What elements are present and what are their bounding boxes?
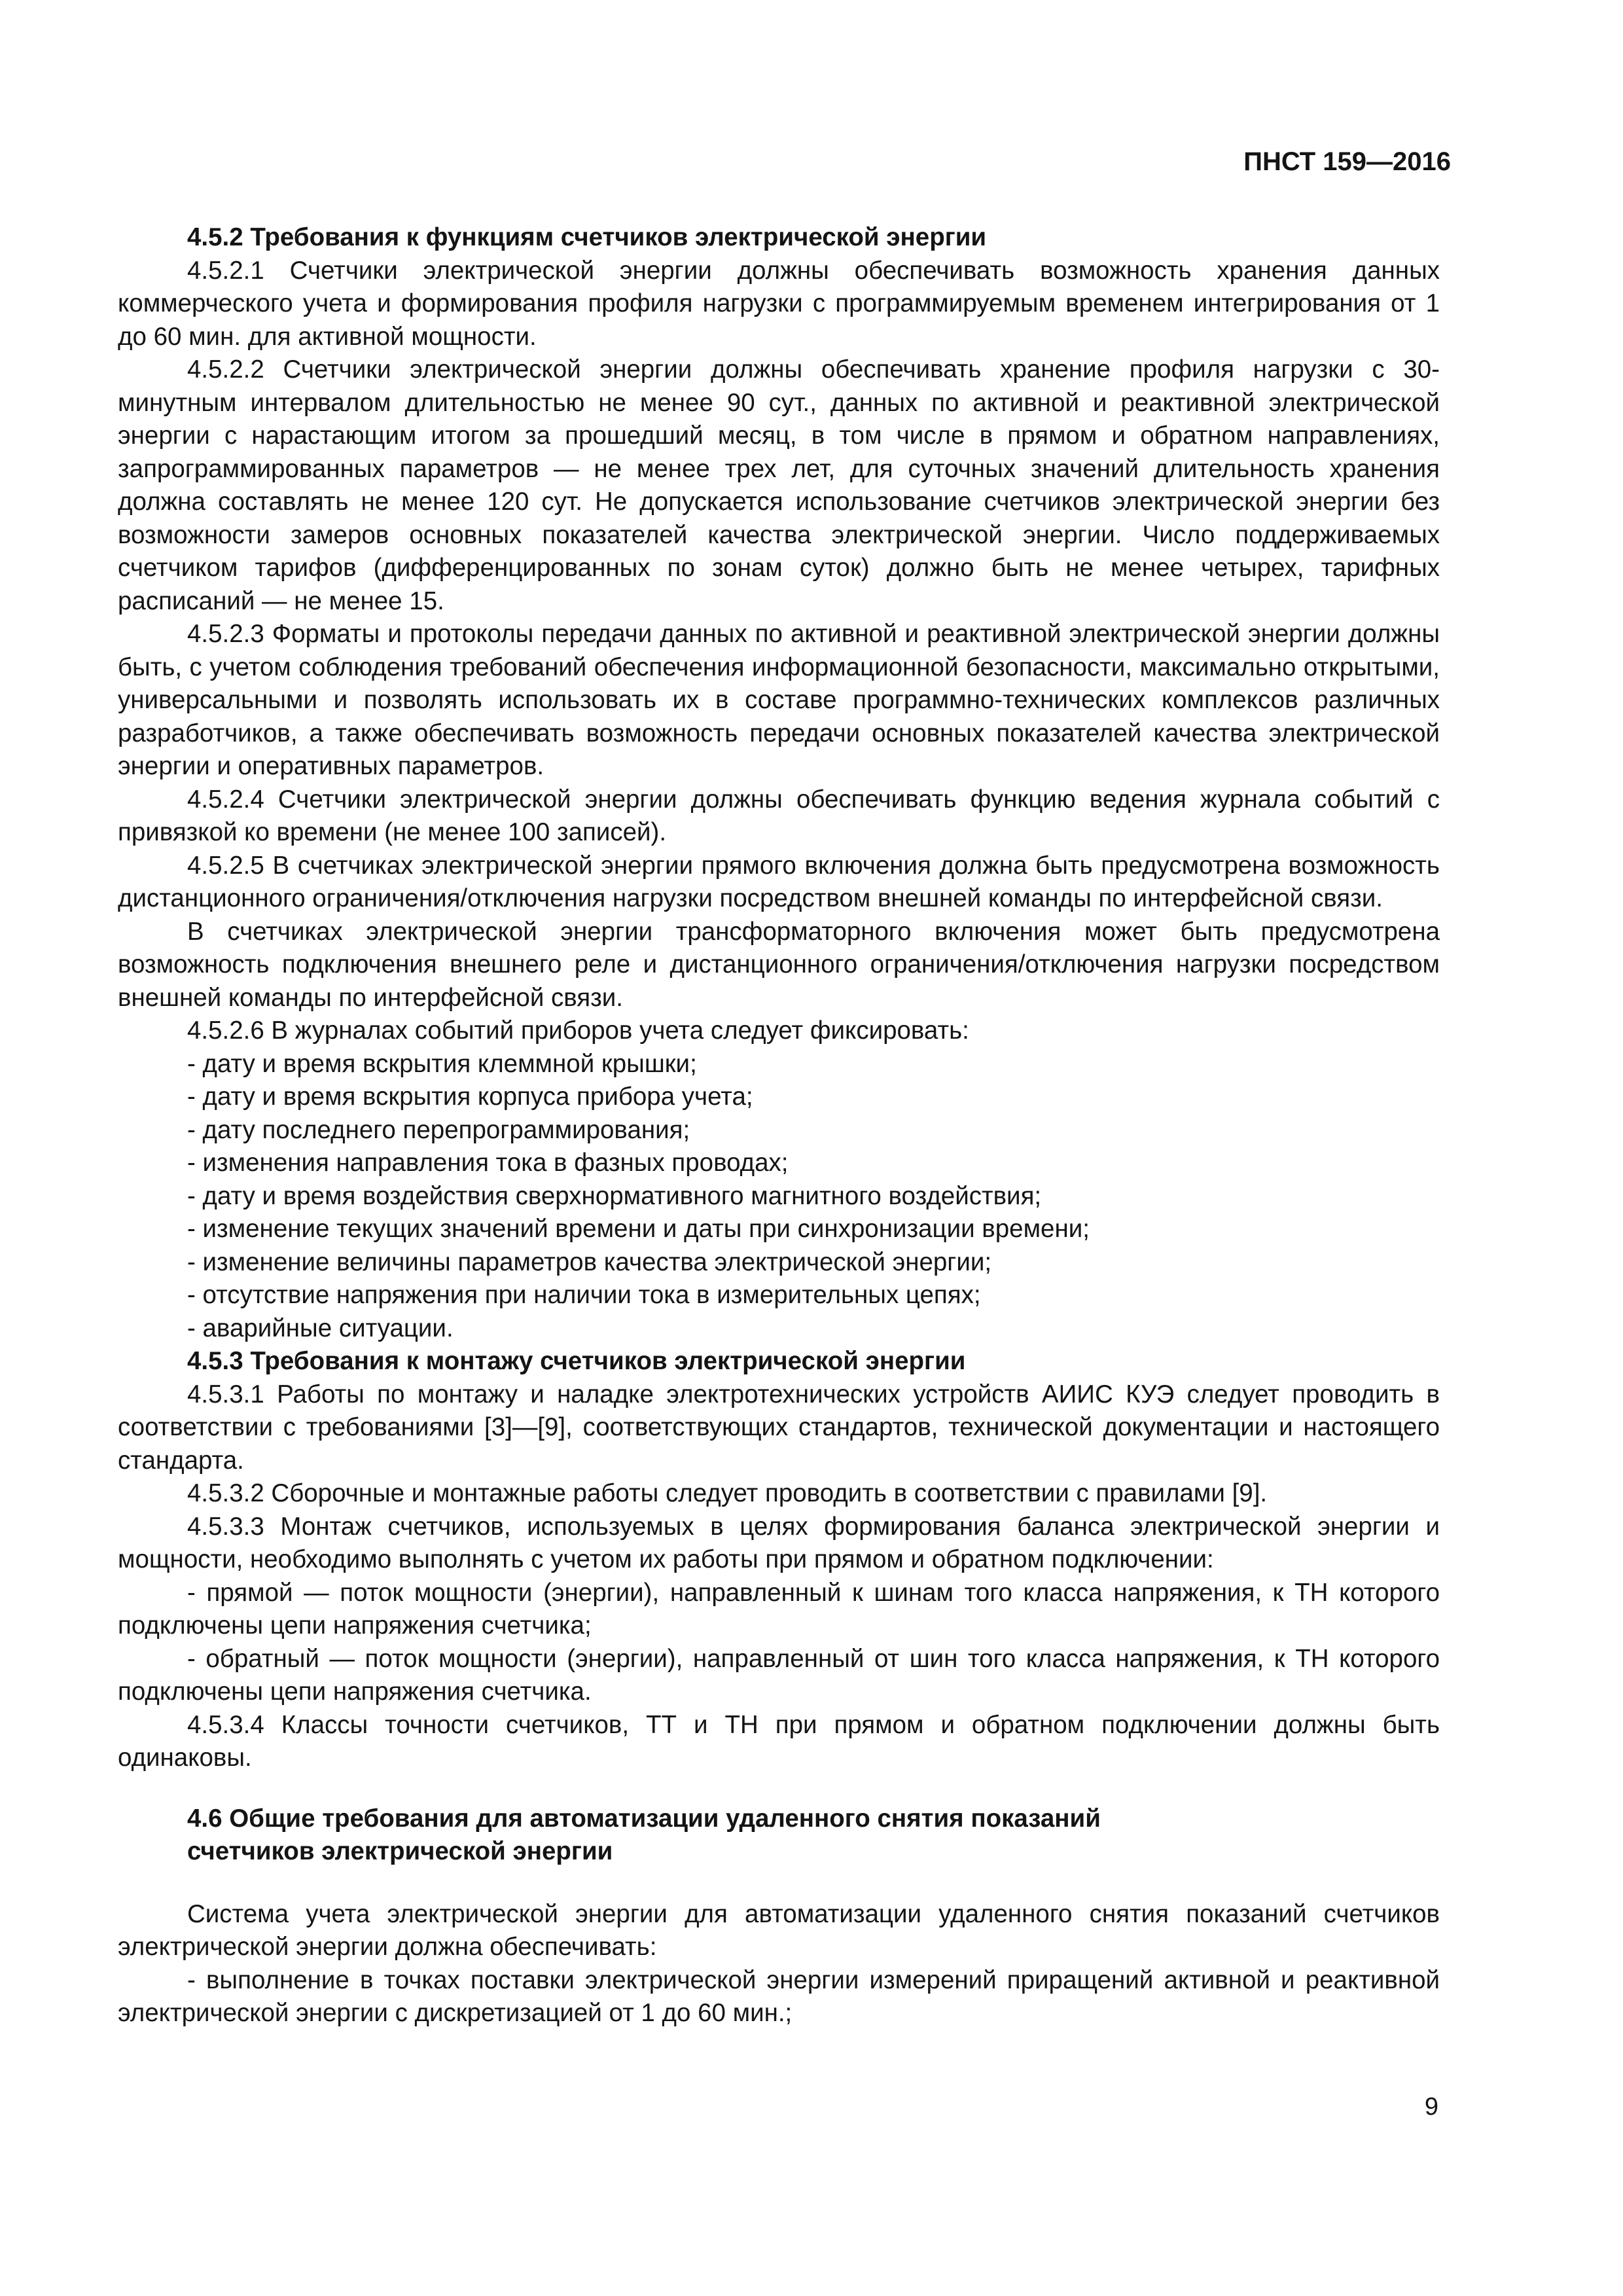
paragraph-4-5-2-6: 4.5.2.6 В журналах событий приборов учета следует фиксировать: [187, 1016, 969, 1045]
paragraph-4-5-3-2: 4.5.3.2 Сборочные и монтажные работы следует проводить в соответствии с правилами [9]. [187, 1479, 1268, 1507]
paragraph-4-5-2-2: 4.5.2.2 Счетчики электрической энергии должны обеспечивать хранение профиля нагрузки с 30-минутным интервалом длительностью не менее 90 сут., данных по активной и реактивной электрической энергии с нарастающим итогом за прошедший месяц, в том числе в прямом и обратном направлениях, запрограммированных параметров — не менее трех лет, для суточных значений длительность хранения должна составлять не менее 120 сут. Не допускается использование счетчиков электрической энергии без возможности замеров основных показателей качества электрической энергии. Число поддерживаемых счетчиком тарифов (дифференцированных по зонам суток) должно быть не менее четырех, тарифных расписаний — не менее 15. [118, 355, 1440, 615]
page-number: 9 [1424, 2093, 1438, 2121]
list-item: - аварийные ситуации. [187, 1314, 454, 1342]
paragraph-4-5-3-4: 4.5.3.4 Классы точности счетчиков, ТТ и ТН при прямом и обратном подключении должны быть одинаковы. [118, 1710, 1440, 1772]
list-item: - дату и время воздействия сверхнормативного магнитного воздействия; [187, 1181, 1042, 1210]
paragraph-4-5-2-4: 4.5.2.4 Счетчики электрической энергии должны обеспечивать функцию ведения журнала событий с привязкой ко времени (не менее 100 записей). [118, 785, 1440, 846]
heading-4-5-3: 4.5.3 Требования к монтажу счетчиков электрической энергии [187, 1347, 966, 1375]
list-item: - прямой — поток мощности (энергии), направленный к шинам того класса напряжения, к ТН которого подключены цепи напряжения счетчика; [118, 1578, 1440, 1640]
paragraph-4-5-2-1: 4.5.2.1 Счетчики электрической энергии должны обеспечивать возможность хранения данных коммерческого учета и формирования профиля нагрузки с программируемым временем интегрирования от 1 до 60 мин. для активной мощности. [118, 256, 1440, 351]
heading-4-6-line-2: счетчиков электрической энергии [187, 1837, 613, 1865]
list-item: - изменения направления тока в фазных проводах; [187, 1149, 789, 1177]
heading-4-5-2: 4.5.2 Требования к функциям счетчиков электрической энергии [187, 223, 987, 251]
list-item: - дату последнего перепрограммирования; [187, 1115, 690, 1144]
list-item: - отсутствие напряжения при наличии тока в измерительных цепях; [187, 1281, 981, 1309]
paragraph-4-5-2-5-cont: В счетчиках электрической энергии трансформаторного включения может быть предусмотрена возможность подключения внешнего реле и дистанционного ограничения/отключения нагрузки посредством внешней команды по интерфейсной связи. [118, 917, 1440, 1012]
paragraph-4-5-2-5: 4.5.2.5 В счетчиках электрической энергии прямого включения должна быть предусмотрена возможность дистанционного ограничения/отключения нагрузки посредством внешней команды по интерфейсной связи. [118, 851, 1440, 912]
heading-4-6-line-1: 4.6 Общие требования для автоматизации удаленного снятия показаний [187, 1804, 1101, 1833]
document-body [118, 221, 1440, 2030]
list-item: - изменение величины параметров качества электрической энергии; [187, 1247, 992, 1276]
heading-4-6 [118, 1803, 1440, 1869]
paragraph-4-5-2-3: 4.5.2.3 Форматы и протоколы передачи данных по активной и реактивной электрической энергии должны быть, с учетом соблюдения требований обеспечения информационной безопасности, максимально открытыми, универсальными и позволять использовать их в составе программно-технических комплексов различных разработчиков, а также обеспечивать возможность передачи основных показателей качества электрической энергии и оперативных параметров. [118, 620, 1440, 780]
list-item: - выполнение в точках поставки электрической энергии измерений приращений активной и реактивной электрической энергии с дискретизацией от 1 до 60 мин.; [118, 1965, 1440, 2027]
list-item: - дату и время вскрытия клеммной крышки; [187, 1049, 697, 1078]
list-item: - обратный — поток мощности (энергии), направленный от шин того класса напряжения, к ТН которого подключены цепи напряжения счетчика. [118, 1644, 1440, 1706]
paragraph-4-5-3-1: 4.5.3.1 Работы по монтажу и наладке электротехнических устройств АИИС КУЭ следует проводить в соответствии с требованиями [3]—[9], соответствующих стандартов, технической документации и настоящего стандарта. [118, 1380, 1440, 1475]
document-code: ПНСТ 159—2016 [1243, 147, 1451, 176]
paragraph-4-5-3-3: 4.5.3.3 Монтаж счетчиков, используемых в целях формирования баланса электрической энергии и мощности, необходимо выполнять с учетом их работы при прямом и обратном подключении: [118, 1512, 1440, 1573]
list-item: - изменение текущих значений времени и даты при синхронизации времени; [187, 1215, 1090, 1243]
list-item: - дату и время вскрытия корпуса прибора учета; [187, 1083, 753, 1111]
paragraph-4-6-intro: Система учета электрической энергии для автоматизации удаленного снятия показаний счетчиков электрической энергии должна обеспечивать: [118, 1899, 1440, 1961]
